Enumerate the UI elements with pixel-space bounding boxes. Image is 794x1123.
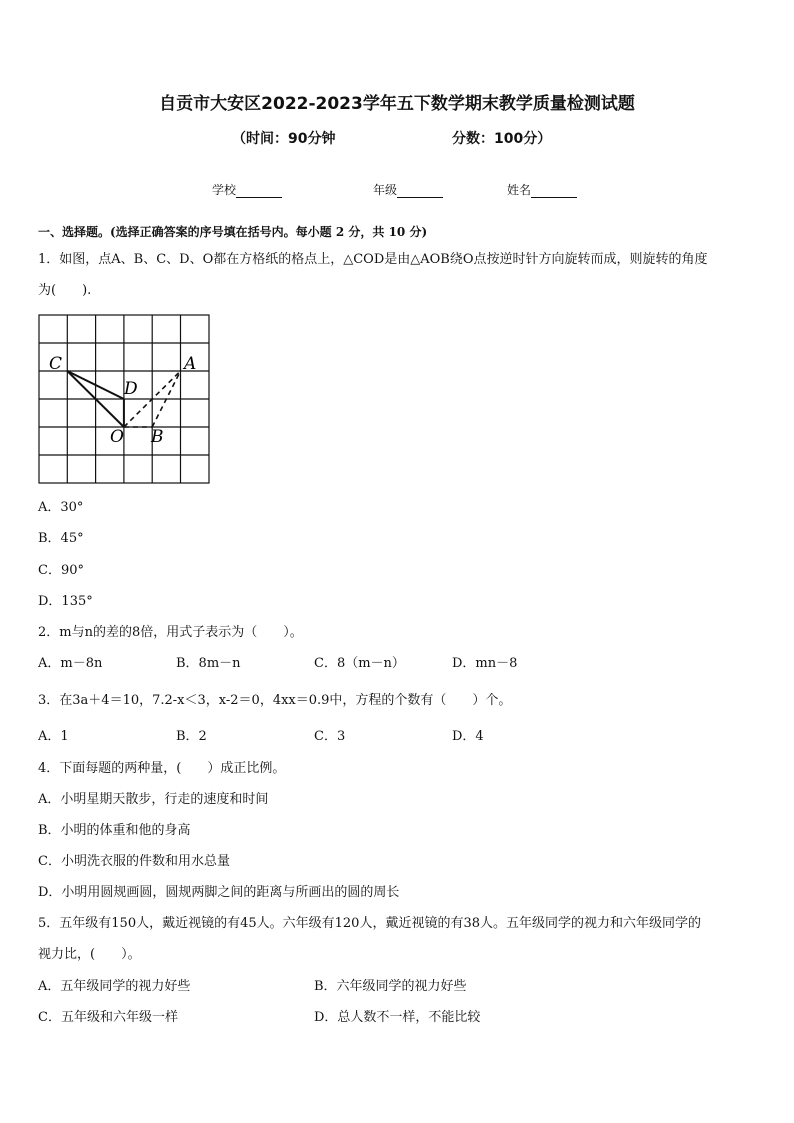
- q4-stem: 4．下面每题的两种量，( ）成正比例。: [38, 761, 286, 776]
- q4-option-c[interactable]: C．小明洗衣服的件数和用水总量: [38, 854, 230, 869]
- q1-option-d[interactable]: D．135°: [38, 594, 93, 609]
- q4-option-a[interactable]: A．小明星期天散步，行走的速度和时间: [38, 792, 269, 807]
- q1-stem-line2: 为( ).: [38, 283, 92, 298]
- q3-stem: 3．在3a＋4＝10，7.2-x＜3，x-2＝0，4xx＝0.9中，方程的个数有（ ）个。: [38, 693, 512, 708]
- school-blank[interactable]: [236, 185, 282, 198]
- q5-option-c[interactable]: C．五年级和六年级一样: [38, 1010, 178, 1025]
- q3-option-b[interactable]: B．2: [176, 729, 207, 744]
- q1-option-c[interactable]: C．90°: [38, 563, 84, 578]
- q2-option-b[interactable]: B．8m－n: [176, 656, 241, 671]
- section-heading: 一、选择题。(选择正确答案的序号填在括号内。每小题 2 分，共 10 分): [38, 225, 428, 239]
- label-d: D: [124, 379, 138, 399]
- name-blank[interactable]: [531, 185, 577, 198]
- school-field[interactable]: [212, 182, 282, 198]
- school-label: 学校: [212, 183, 237, 197]
- q1-option-a[interactable]: A．30°: [38, 500, 84, 515]
- label-a: A: [184, 354, 197, 374]
- q2-option-c[interactable]: C．8（m－n）: [314, 656, 405, 671]
- q5-option-d[interactable]: D．总人数不一样，不能比较: [314, 1010, 481, 1025]
- q5-stem-line2: 视力比，( ）。: [38, 947, 141, 962]
- q3-option-a[interactable]: A．1: [38, 729, 69, 744]
- exam-title: 自贡市大安区2022-2023学年五下数学期末教学质量检测试题: [159, 94, 635, 114]
- q3-option-c[interactable]: C．3: [314, 729, 346, 744]
- label-o: O: [110, 427, 124, 447]
- exam-time: （时间：90分钟: [232, 131, 336, 147]
- q2-stem: 2．m与n的差的8倍，用式子表示为（ ）。: [38, 625, 303, 640]
- name-field[interactable]: [507, 182, 577, 198]
- q1-option-b[interactable]: B．45°: [38, 531, 84, 546]
- q5-option-a[interactable]: A．五年级同学的视力好些: [38, 979, 191, 994]
- grade-blank[interactable]: [397, 185, 443, 198]
- grade-field[interactable]: [373, 182, 443, 198]
- q1-stem-line1: 1．如图，点A、B、C、D、O都在方格纸的格点上，△COD是由△AOB绕O点按逆时针方向旋转而成，则旋转的角度: [38, 252, 708, 267]
- q4-option-d[interactable]: D．小明用圆规画圆，圆规两脚之间的距离与所画出的圆的周长: [38, 885, 400, 900]
- q4-option-b[interactable]: B．小明的体重和他的身高: [38, 823, 191, 838]
- q5-stem-line1: 5．五年级有150人，戴近视镜的有45人。六年级有120人，戴近视镜的有38人。五年级同学的视力和六年级同学的: [38, 916, 701, 931]
- grade-label: 年级: [373, 183, 398, 197]
- q2-option-d[interactable]: D．mn－8: [452, 656, 518, 671]
- q3-option-d[interactable]: D．4: [452, 729, 484, 744]
- label-b: B: [151, 427, 164, 447]
- name-label: 姓名: [507, 183, 532, 197]
- exam-score: 分数：100分）: [452, 131, 552, 147]
- q1-grid-figure: [38, 314, 212, 484]
- q5-option-b[interactable]: B．六年级同学的视力好些: [314, 979, 467, 994]
- q2-option-a[interactable]: A．m－8n: [38, 656, 103, 671]
- label-c: C: [49, 354, 63, 374]
